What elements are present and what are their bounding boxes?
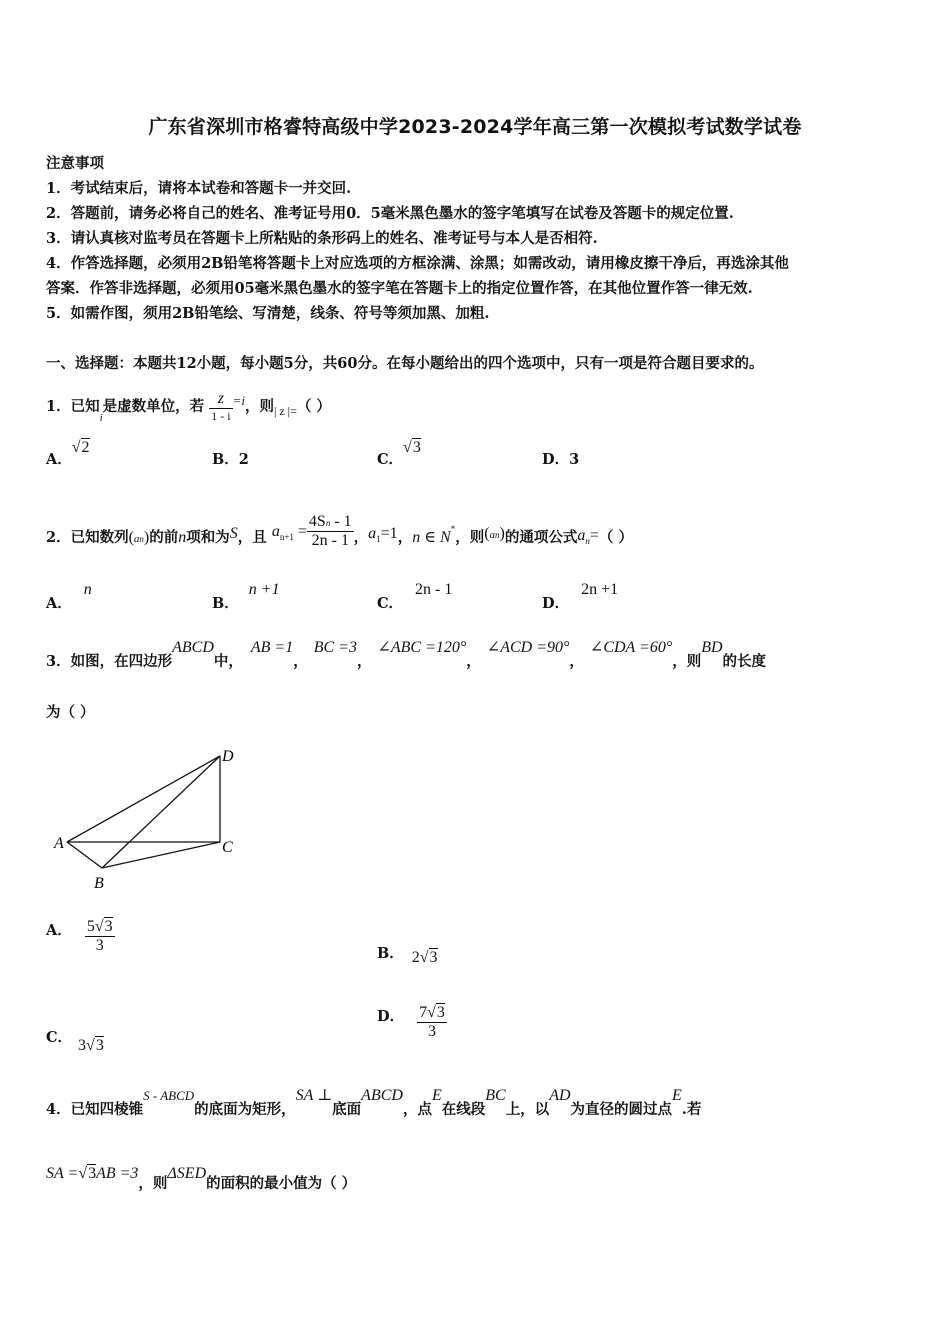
q3-option-d[interactable]: D． $\frac{7√3}{3}$	[377, 1004, 445, 1040]
note-item: 答案．作答非选择题，必须用05毫米黑色墨水的签字笔在答题卡上的指定位置作答，在其他位置作答一律无效.	[46, 280, 753, 297]
question-3-cont: 为（ ）	[46, 704, 95, 721]
q3-option-a[interactable]: A． $\frac{5√3}{3}$	[46, 918, 113, 954]
question-4-cont: SA =√3AB =3，则ΔSED的面积的最小值为（ ）	[46, 1165, 357, 1192]
question-1: 1．已知$_i$是虚数单位，若 $\frac{z}{1 - i}$ =i，则$_{| z |=}$（ ）	[46, 390, 331, 424]
section-heading: 一、选择题：本题共12小题，每小题5分，共60分。在每小题给出的四个选项中，只有一项是符合题目要求的。	[46, 355, 764, 372]
q2-option-b[interactable]: B．n +1	[212, 581, 280, 612]
q3-option-c[interactable]: C． 3√3	[46, 1029, 104, 1054]
vertex-c-label: C	[222, 839, 233, 856]
question-3: 3．如图，在四边形ABCD中，AB =1，BC =3，∠ABC =120°，∠ACD =90°，∠CDA =60°，则BD的长度	[46, 639, 767, 670]
question-2: 2．已知数列(an)的前n项和为S，且 $a_{n+1}$ = $\frac{4Sn - 1}{2n - 1}$ ，$a_1=1$，n ∈ $N_*$，则(an)的通项公式$a_n=$（ ）	[46, 513, 633, 549]
q2-option-c[interactable]: C．2n - 1	[377, 581, 453, 612]
q1-option-d[interactable]: D．3	[542, 451, 580, 468]
quadrilateral-figure	[40, 740, 250, 892]
vertex-a-label: A	[54, 835, 64, 852]
note-item: 2．答题前，请务必将自己的姓名、准考证号用0．5毫米黑色墨水的签字笔填写在试卷及答题卡的规定位置.	[46, 205, 734, 222]
note-item: 3．请认真核对监考员在答题卡上所粘贴的条形码上的姓名、准考证号与本人是否相符.	[46, 230, 598, 247]
page-title: 广东省深圳市格睿特高级中学2023-2024学年高三第一次模拟考试数学试卷	[148, 116, 802, 138]
vertex-b-label: B	[94, 875, 104, 892]
q1-option-b[interactable]: B．2	[212, 451, 249, 468]
notes-heading: 注意事项	[46, 155, 104, 172]
q3-option-b[interactable]: B． 2√3	[377, 945, 438, 966]
vertex-d-label: D	[222, 748, 234, 765]
question-4: 4．已知四棱锥S - ABCD的底面为矩形，SA ⊥底面ABCD，点E在线段BC上，以AD为直径的圆过点E.若	[46, 1087, 702, 1118]
q1-option-a[interactable]: A．√2	[46, 439, 90, 468]
q1-option-c[interactable]: C．√3	[377, 439, 421, 468]
note-item: 5．如需作图，须用2B铅笔绘、写清楚，线条、符号等须加黑、加粗.	[46, 305, 490, 322]
q2-option-a[interactable]: A．n	[46, 581, 92, 612]
q2-option-d[interactable]: D．2n +1	[542, 581, 619, 612]
edge-bc	[102, 842, 220, 868]
note-item: 4．作答选择题，必须用2B铅笔将答题卡上对应选项的方框涂满、涂黑；如需改动，请用橡皮擦干净后，再选涂其他	[46, 255, 789, 272]
edge-ab	[67, 842, 102, 868]
note-item: 1．考试结束后，请将本试卷和答题卡一并交回.	[46, 180, 352, 197]
